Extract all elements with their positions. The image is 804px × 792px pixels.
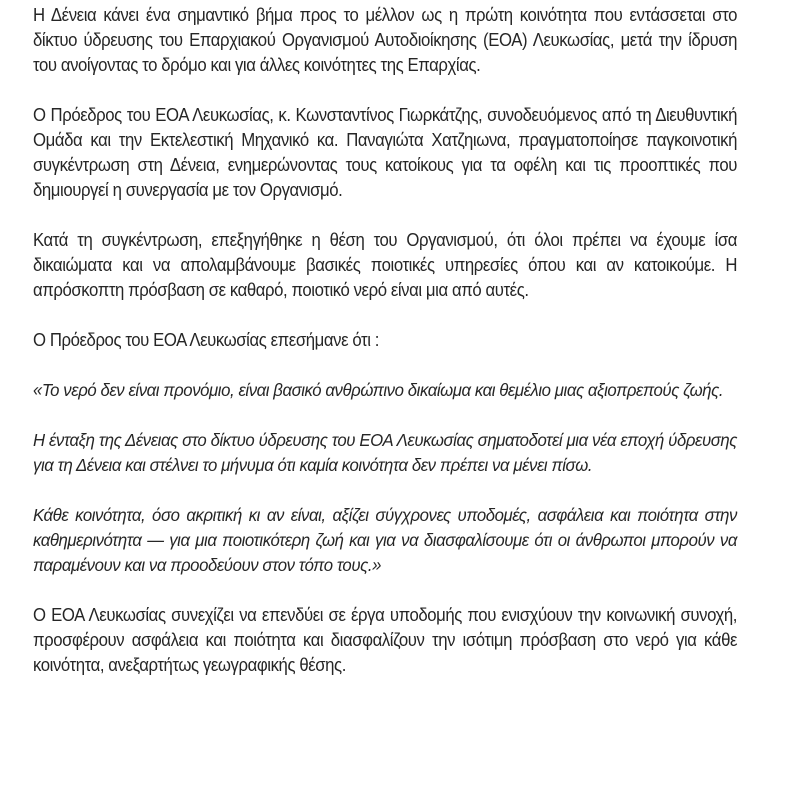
paragraph-quote-intro: Ο Πρόεδρος του ΕΟΑ Λευκωσίας επεσήμανε ότι :: [33, 330, 379, 350]
press-release-body: [33, 3, 737, 703]
quote-paragraph-3: Κάθε κοινότητα, όσο ακριτική κι αν είναι, αξίζει σύγχρονες υποδομές, ασφάλεια και ποιότητα στην καθημερινότητα — για μια ποιοτικότερη ζωή και για να διασφαλίσουμε ότι οι άνθρωποι μπορούν να παραμένουν και να προοδεύουν στον τόπο τους.»: [33, 505, 738, 575]
paragraph-president-visit: Ο Πρόεδρος του ΕΟΑ Λευκωσίας, κ. Κωνσταντίνος Γιωρκάτζης, συνοδευόμενος από τη Διευθυντική Ομάδα και την Εκτελεστική Μηχανικό κα. Παναγιώτα Χατζηιωνα, πραγματοποίησε παγκοινοτική συγκέντρωση στη Δένεια, ενημερώνοντας τους κατοίκους για τα οφέλη και τις προοπτικές που δημιουργεί η συνεργασία με τον Οργανισμό.: [33, 105, 738, 200]
quote-paragraph-2: Η ένταξη της Δένειας στο δίκτυο ύδρευσης του ΕΟΑ Λευκωσίας σηματοδοτεί μια νέα εποχή ύδρευσης για τη Δένεια και στέλνει το μήνυμα ότι καμία κοινότητα δεν πρέπει να μένει πίσω.: [33, 430, 738, 475]
paragraph-intro: Η Δένεια κάνει ένα σημαντικό βήμα προς το μέλλον ως η πρώτη κοινότητα που εντάσσεται στο δίκτυο ύδρευσης του Επαρχιακού Οργανισμού Αυτοδιοίκησης (ΕΟΑ) Λευκωσίας, μετά την ίδρυση του ανοίγοντας το δρόμο και για άλλες κοινότητες της Επαρχίας.: [33, 5, 738, 75]
quote-paragraph-1: «Το νερό δεν είναι προνόμιο, είναι βασικό ανθρώπινο δικαίωμα και θεμέλιο μιας αξιοπρεπούς ζωής.: [33, 380, 724, 400]
paragraph-meeting-position: Κατά τη συγκέντρωση, επεξηγήθηκε η θέση του Οργανισμού, ότι όλοι πρέπει να έχουμε ίσα δικαιώματα και να απολαμβάνουμε βασικές ποιοτικές υπηρεσίες όπου και αν κατοικούμε. Η απρόσκοπτη πρόσβαση σε καθαρό, ποιοτικό νερό είναι μια από αυτές.: [33, 230, 738, 300]
paragraph-closing: Ο ΕΟΑ Λευκωσίας συνεχίζει να επενδύει σε έργα υποδομής που ενισχύουν την κοινωνική συνοχή, προσφέρουν ασφάλεια και ποιότητα και διασφαλίζουν την ισότιμη πρόσβαση στο νερό για κάθε κοινότητα, ανεξαρτήτως γεωγραφικής θέσης.: [33, 605, 738, 675]
